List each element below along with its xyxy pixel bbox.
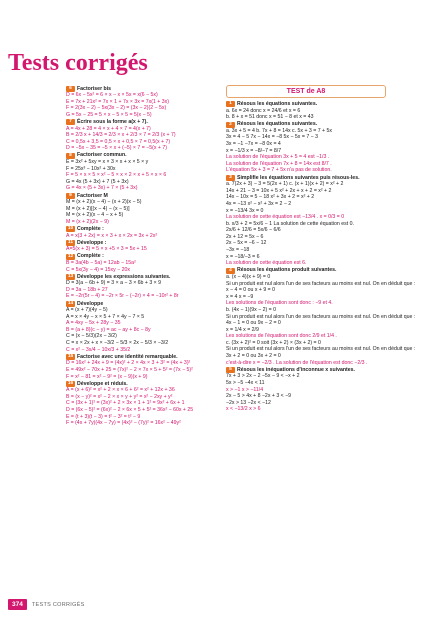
exercise-line: E = 7x + 21x² = 7x × 1 + 7x × 3x = 7x(1 + 3x): [66, 98, 169, 105]
exercise-line: C = x × 2x + x × −3/2 − 5/3 × 2x − 5/3 × −3/2: [66, 340, 169, 347]
exercise-line: 5x > −5 −4x < 11: [226, 379, 265, 386]
exercise-title: Complète :: [77, 253, 104, 260]
exercise-line: 7x + 3 > 2x − 2 −5x − 9 < −x + 2: [226, 373, 300, 380]
exercise-line: x > −1 x > −11/4: [226, 386, 264, 393]
exercise-line: E = −2r(5r − 4) = −2r × 5r − (−2r) × 4 = −10r² + 8r: [66, 293, 179, 300]
exercise-line: x = −1/3 x = −8/−7 = 8/7: [226, 147, 282, 154]
exercise-line: M = (x + 2)(x − 4 − x + 5): [66, 212, 124, 219]
exercise-line: D = 6x − 5x² = 6 × x − x × 5x = x(6 − 5x): [66, 92, 158, 99]
exercise-line: G = 5x − 25 = 5 × x − 5 × 5 = 5(x − 5): [66, 111, 152, 118]
exercise-line: A = x × 4y − x × 5 + 7 × 4y − 7 × 5: [66, 313, 145, 320]
exercise-title: Simplifie les équations suivantes puis résous-les.: [237, 174, 360, 181]
exercise-line: La solution de cette équation est 6.: [226, 260, 307, 267]
exercise-number: 9: [66, 193, 75, 199]
exercise-line: F = x² − 81 = x² − 9² = (x − 9)(x + 9): [66, 373, 148, 380]
exercise-line: Si un produit est nul alors l'un de ses facteurs au moins est nul. On en déduit que :: [226, 346, 416, 353]
exercise-number: 3: [226, 175, 235, 181]
exercise-title: Écrire sous la forme a(x + 7).: [77, 118, 148, 125]
exercise-line: c'est-à-dire x = −2/3 . La solution de l'équation est donc −2/3 .: [226, 359, 368, 366]
exercise-line: C = 5x(3y − 4) = 15xy − 20x: [66, 266, 131, 273]
exercise-line: x < −13/2 x > 6: [226, 406, 261, 413]
footer: [8, 599, 85, 610]
exercise-line: Les solutions de l'équation sont donc : −9 et 4.: [226, 300, 333, 307]
exercise-header: [66, 301, 221, 308]
exercise-number: 12: [67, 253, 74, 259]
exercise-line: F = 2(3x − 2) − 5x(3x − 2) = (3x − 2)(2 − 5x): [66, 105, 167, 112]
exercise-line: 2x/6 + 12/6 = 5x/6 − 6/6: [226, 227, 281, 234]
page-number: 374: [8, 599, 27, 610]
exercise-line: A = x(3 + 2x) = x × 3 + x × 2x = 3x + 2x²: [66, 232, 158, 239]
exercise-line: C = x² − 3x/4 − 10x/3 + 35/2: [66, 346, 131, 353]
exercise-title: Développe et réduis.: [77, 380, 128, 387]
right-sections: [226, 101, 416, 413]
exercise-header: [226, 101, 386, 108]
exercise-line: x = 4 x = −9: [226, 293, 254, 300]
exercise-line: −2x > 13 −2x < −12: [226, 399, 271, 406]
exercise-title: Développe les expressions suivantes.: [77, 273, 171, 280]
exercise-line: B = (x − y)² = x² − 2 × x × y + y² = x² − 2xy + y²: [66, 393, 173, 400]
exercise-line: a. 6x = 24 donc x = 24/6 et x = 6: [226, 107, 301, 114]
exercise-number: 15: [67, 354, 74, 360]
exercise-line: 4x − 1 = 0 ou 9x − 2 = 0: [226, 320, 281, 327]
exercise-header: [66, 274, 221, 281]
exercise-header: [66, 253, 221, 260]
exercise-line: A = (x + 6)² = x² + 2 × x × 6 + 6² = x² + 12x + 36: [66, 387, 175, 394]
exercise-line: G = 4x × (5 + 3x) + 7 × (5 + 3x): [66, 185, 138, 192]
exercise-line: c. (3x + 2)² = 0 soit (3x + 2) × (3x + 2) = 0: [226, 339, 321, 346]
exercise-line: B = (a + 8)(c − y) = ac − ay + 8c − 8y: [66, 326, 151, 333]
exercise-header: [226, 267, 386, 274]
exercise-line: D = (6x − 5)² = (6x)² − 2 × 6x × 5 + 5² = 36x² − 60x + 25: [66, 407, 194, 413]
exercise-number: 5: [226, 367, 235, 373]
exercise-line: 3x + 2 = 0 ou 3x + 2 = 0: [226, 353, 281, 360]
exercise-line: 4x = −13 x² − x² + 3x = 2 − 2: [226, 200, 292, 207]
exercise-number: 10: [67, 226, 74, 232]
exercise-title: Complète :: [77, 225, 104, 232]
exercise-line: 3x = −1 −7x = −8 0x = 4: [226, 141, 281, 148]
exercise-line: 3x = 4 − 5 7x − 14x = −8 5x − 5x = 7 − 3: [226, 134, 318, 141]
exercise-number: 11: [67, 239, 74, 245]
exercise-line: B = 3a(4b − 5a) = 12ab − 15a²: [66, 259, 136, 266]
exercise-number: 4: [226, 268, 235, 274]
exercise-line: B = 2/3 x + 14/3 = 2/3 × x + 2/3 × 7 = 2/3 (x + 7): [66, 132, 176, 139]
exercise-line: D = 3a − 18b + 27: [66, 286, 108, 293]
exercise-line: 2x − 5x = −6 − 12: [226, 240, 267, 247]
exercise-line: F = 5 × x × 5 × x² − 5 × x × 2 × x + 5 × x × 6: [66, 172, 167, 179]
exercise-title: Résous les inéquations d'inconnue x suivantes.: [237, 366, 355, 373]
exercise-line: E = 49x² − 70x + 25 = (7x)² − 2 × 7x × 5 + 5² = (7x − 5)²: [66, 366, 193, 373]
exercise-line: C = (3x + 1)² = (3x)² + 2 × 3x × 1 + 1² = 9x² + 6x + 1: [66, 400, 185, 407]
footer-label: TESTS CORRIGÉS: [31, 601, 85, 608]
exercise-line: C = (x − 5/3)(2x − 3/2): [66, 333, 117, 340]
exercise-header: [66, 152, 221, 159]
exercise-line: 2x + 12 = 5x − 6: [226, 233, 264, 240]
exercise-line: Si un produit est nul alors l'un de ses facteurs au moins est nul. On en déduit que :: [226, 313, 416, 320]
exercise-line: x − 4 = 0 ou x + 9 = 0: [226, 287, 276, 294]
exercise-number: 13: [67, 273, 74, 279]
page-title: Tests corrigés: [8, 50, 148, 76]
exercise-line: x = −13/4 3x = 0: [226, 207, 264, 214]
exercise-number: 7: [66, 119, 75, 125]
exercise-header: [226, 121, 386, 128]
exercise-title: Résous les équations produit suivantes.: [237, 267, 337, 274]
exercise-header: [226, 175, 386, 182]
exercise-number: 2: [226, 122, 235, 128]
exercise-line: b. (4x − 1)(9x − 2) = 0: [226, 306, 277, 313]
exercise-line: a. (x − 4)(x + 9) = 0: [226, 273, 271, 280]
exercise-line: 2x − 5 > 4x + 8 −2x + 3 < −9: [226, 393, 292, 400]
exercise-line: C = 0,5x + 3,5 = 0,5 × x + 0,5 × 7 = 0,5(x + 7): [66, 138, 171, 145]
exercise-line: L'équation 5x + 3 = 7 + 5x n'a pas de solution.: [226, 167, 332, 174]
exercise-line: F = 25x³ − 10x² + 30x: [66, 165, 116, 172]
test-heading-box: [226, 85, 386, 98]
exercise-line: −3x = −18: [226, 247, 250, 254]
exercise-title: Factoriser M: [77, 192, 108, 199]
exercise-line: 14x − 10x = 5 − 18 x² + 3x + 2 = x² + 2: [226, 194, 315, 201]
exercise-number: 8: [66, 153, 75, 159]
exercise-line: E = (t + 3)(t − 3) = t² − 3² = t² − 9: [66, 413, 141, 420]
exercise-line: D = −5x − 35 = −5 × x + (−5) × 7 = −5(x + 7): [66, 145, 167, 152]
left-column: [66, 85, 221, 427]
exercise-line: x = 1/4 x = 2/9: [226, 326, 259, 333]
exercise-title: Résous les équations suivantes.: [237, 101, 318, 107]
exercise-line: G = 4x (5 + 3x) + 7 (5 + 3x): [66, 178, 129, 185]
exercise-title: Factoriser bis: [77, 85, 112, 92]
exercise-header: [66, 226, 221, 233]
exercise-line: a. 3x + 5 = 4 b. 7x + 8 = 14x c. 5x + 3 = 7 + 5x: [226, 127, 332, 134]
exercise-header: [66, 86, 221, 93]
exercise-header: [66, 381, 221, 388]
right-column: [226, 85, 416, 413]
exercise-number: 16: [67, 380, 74, 386]
exercise-line: M = (x + 2)(x − 4) − (x + 2)(x − 5): [66, 199, 142, 206]
exercise-title: Factorise avec une identité remarquable.: [77, 353, 178, 360]
exercise-line: La solution de cette équation est −13/4 . x = 0/3 = 0: [226, 214, 345, 221]
exercise-title: Factoriser commun.: [77, 152, 127, 159]
exercise-line: x = −18/−3 = 6: [226, 253, 260, 260]
exercise-line: b. 8 + x = 51 donc x = 51 − 8 et x = 43: [226, 114, 314, 121]
exercise-line: 14x + 21 − 3 = 10x + 5 x² + 2x + x + 2 = x² + 2: [226, 187, 332, 194]
exercise-header: [66, 119, 221, 126]
exercise-line: D = 3(a − 6b + 9) = 3 × a − 3 × 6b + 3 × 9: [66, 280, 162, 287]
exercise-number: 6: [66, 86, 75, 92]
exercise-line: A=5(x + 3) = 5 × x +5 × 3 = 5x + 15: [66, 246, 147, 253]
exercise-line: b. x/3 + 2 = 5x/6 − 1 La solution de cette équation est 0.: [226, 220, 354, 227]
exercise-header: [66, 240, 221, 247]
exercise-title: Résous les équations suivantes.: [237, 121, 318, 128]
exercise-line: F = (4x + 7y)(4x − 7y) = (4x)² − (7y)² = 16x² − 49y²: [66, 420, 181, 427]
exercise-line: a. 7(2x + 3) − 3 = 5(2x + 1) c. (x + 1)(x + 2) = x² + 2: [226, 181, 344, 188]
exercise-line: D = 16x² + 24x + 9 = (4x)² + 2 × 4x × 3 + 3² = (4x + 3)²: [66, 360, 191, 367]
exercise-line: E = 3x² + 5xy = x × 3 × x + x × 5 × y: [66, 159, 149, 166]
exercise-line: A = 4x + 28 = 4 × x + 4 × 7 = 4(x + 7): [66, 125, 151, 132]
test-heading: TEST de A8: [286, 88, 326, 95]
exercise-line: La solution de l'équation 7x + 8 = 14x est 8/7 .: [226, 160, 332, 167]
exercise-line: A = 4xy − 5x + 28y − 35: [66, 320, 121, 327]
exercise-title: Développe :: [77, 239, 107, 246]
exercise-header: [226, 367, 386, 374]
exercise-header: [66, 193, 221, 200]
exercise-line: La solution de l'équation 3x + 5 = 4 est −1/3 .: [226, 154, 330, 161]
exercise-line: Les solutions de l'équation sont donc 2/9 et 1/4 .: [226, 333, 337, 340]
exercise-line: A = (x + 7)(4y − 5): [66, 307, 108, 314]
exercise-header: [66, 354, 221, 361]
exercise-line: M = (x + 2)(2x − 9): [66, 218, 109, 225]
exercise-title: Développe: [77, 300, 104, 307]
exercise-line: M = (x + 2)[(x − 4) − (x − 5)]: [66, 205, 130, 212]
exercise-number: 14: [67, 300, 74, 306]
exercise-number: 1: [226, 101, 235, 107]
exercise-line: Si un produit est nul alors l'un de ses facteurs au moins est nul. On en déduit que :: [226, 280, 416, 287]
